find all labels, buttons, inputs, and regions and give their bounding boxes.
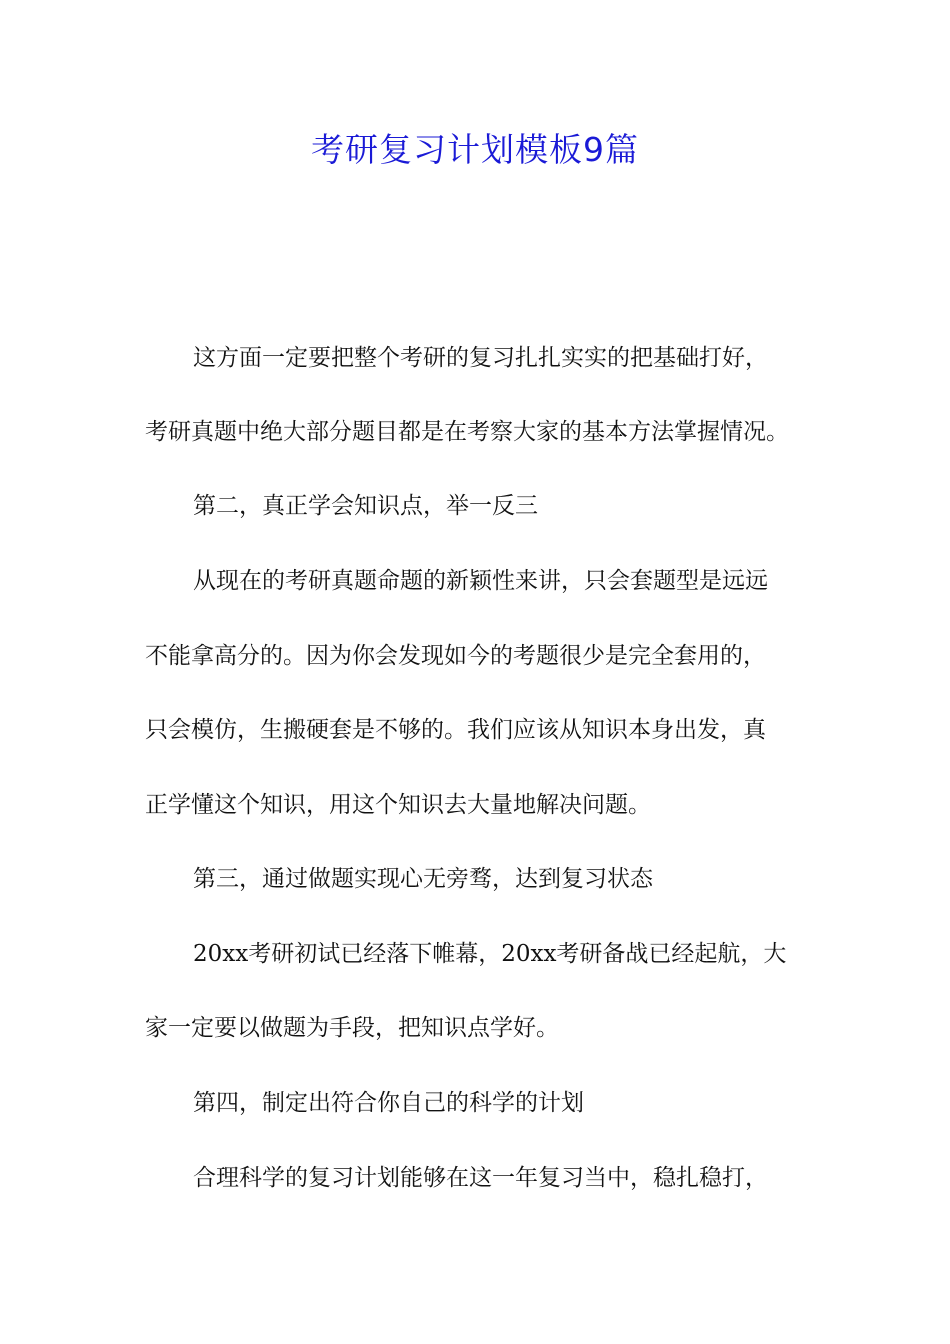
paragraph-line: 考研真题中绝大部分题目都是在考察大家的基本方法掌握情况。 <box>145 419 789 445</box>
paragraph-line: 不能拿高分的。因为你会发现如今的考题很少是完全套用的， <box>145 643 766 669</box>
document-title: 考研复习计划模板9篇 <box>311 130 639 169</box>
paragraph-line: 合理科学的复习计划能够在这一年复习当中，稳扎稳打， <box>193 1165 768 1191</box>
section-heading: 第四，制定出符合你自己的科学的计划 <box>193 1090 584 1116</box>
section-heading: 第二，真正学会知识点，举一反三 <box>193 493 538 519</box>
paragraph-line: 只会模仿，生搬硬套是不够的。我们应该从知识本身出发，真 <box>145 717 766 743</box>
paragraph-line: 正学懂这个知识，用这个知识去大量地解决问题。 <box>145 792 651 818</box>
section-heading: 第三，通过做题实现心无旁骛，达到复习状态 <box>193 866 653 892</box>
paragraph-line: 从现在的考研真题命题的新颖性来讲，只会套题型是远远 <box>193 568 768 594</box>
paragraph-line: 20xx考研初试已经落下帷幕，20xx考研备战已经起航，大 <box>193 941 787 967</box>
paragraph-line: 这方面一定要把整个考研的复习扎扎实实的把基础打好， <box>193 345 768 371</box>
paragraph-line: 家一定要以做题为手段，把知识点学好。 <box>145 1015 559 1041</box>
